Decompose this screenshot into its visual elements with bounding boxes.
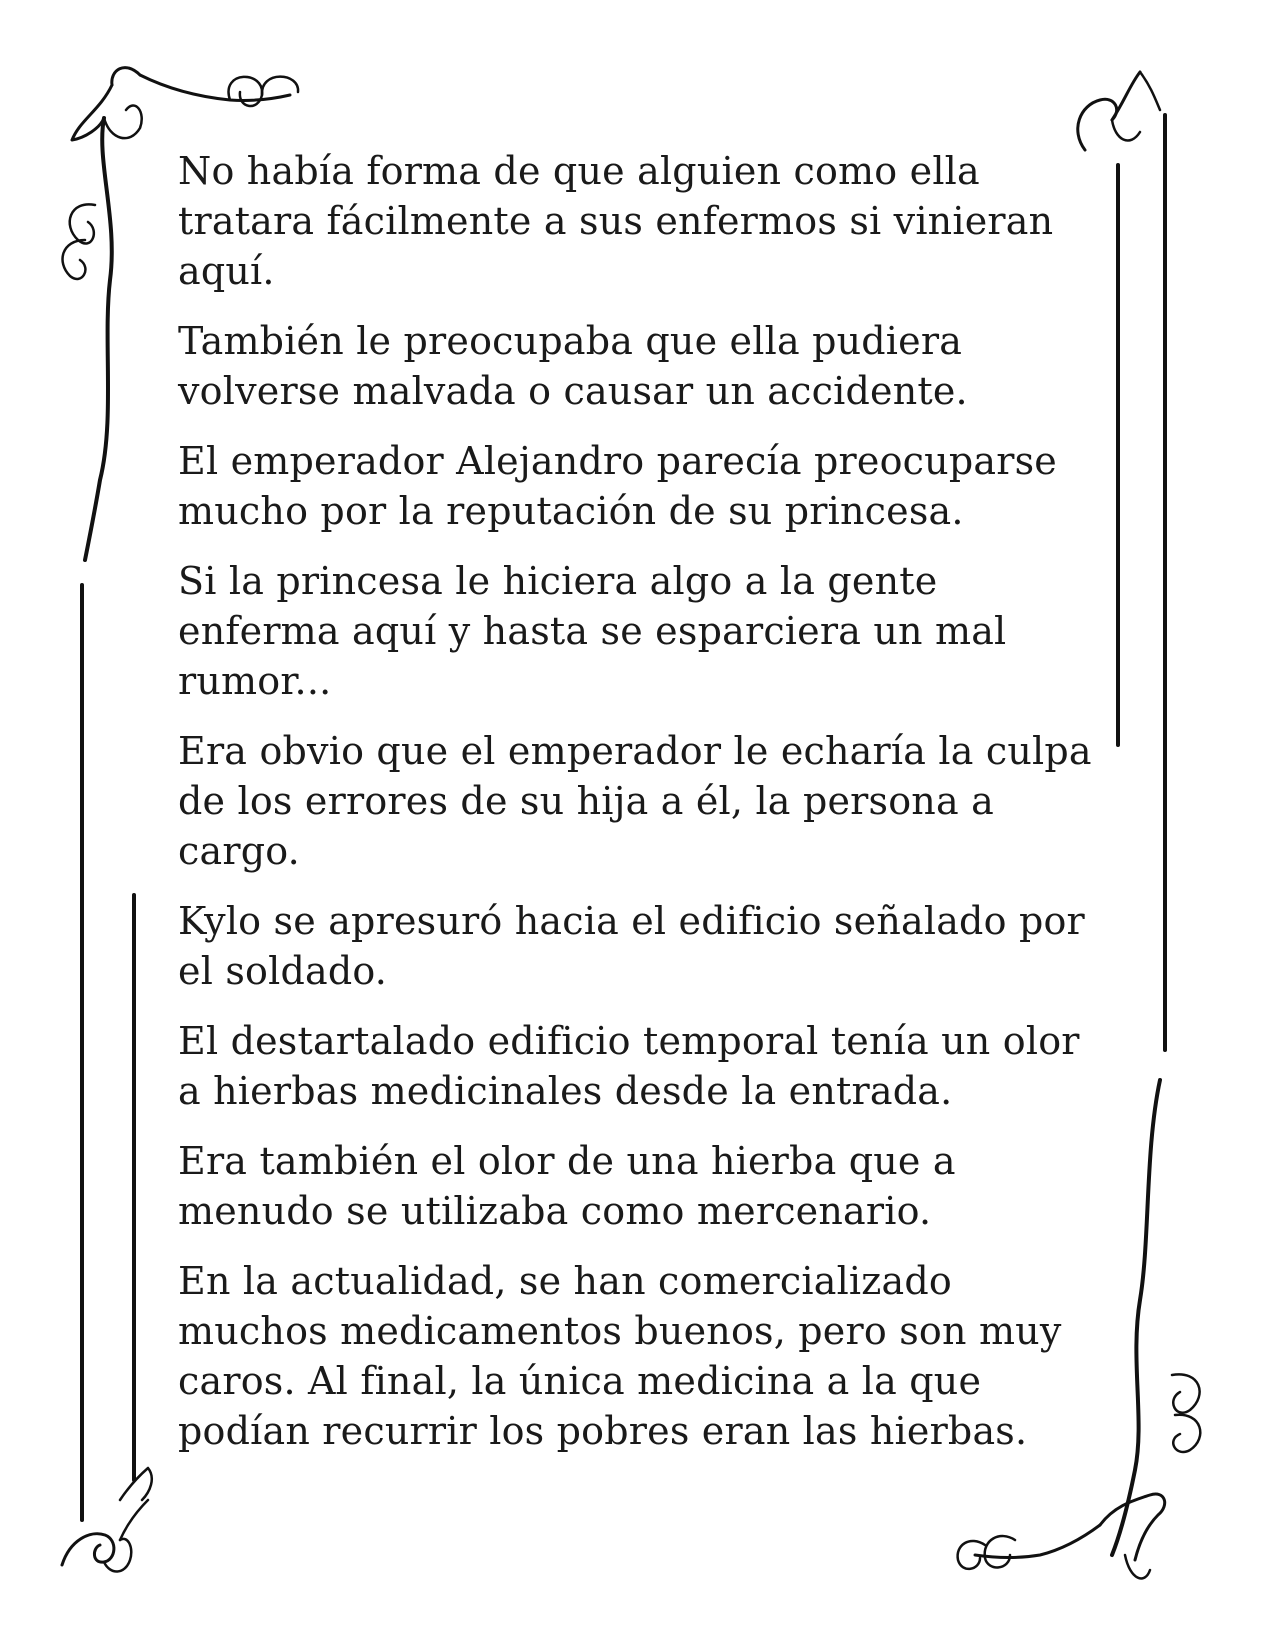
paragraph-8: Era también el olor de una hierba que a menudo se utilizaba como mercenario. (178, 1139, 956, 1233)
text-body (178, 146, 1098, 1476)
paragraph-5: Era obvio que el emperador le echaría la culpa de los errores de su hija a él, la persona a cargo. (178, 729, 1092, 873)
paragraph-3: El emperador Alejandro parecía preocuparse mucho por la reputación de su princesa. (178, 439, 1057, 533)
paragraph-1: No había forma de que alguien como ella tratara fácilmente a sus enfermos si vinieran aquí. (178, 149, 1054, 293)
flourish-bottom-left-icon (62, 1468, 152, 1572)
paragraph-7: El destartalado edificio temporal tenía un olor a hierbas medicinales desde la entrada. (178, 1019, 1080, 1113)
paragraph-4: Si la princesa le hiciera algo a la gente enferma aquí y hasta se esparciera un mal rumor... (178, 559, 1007, 703)
paragraph-9: En la actualidad, se han comercializado muchos medicamentos buenos, pero son muy caros. Al final, la única medicina a la que podían recurrir los pobres eran las hierbas. (178, 1259, 1062, 1453)
paragraph-6: Kylo se apresuró hacia el edificio señalado por el soldado. (178, 899, 1085, 993)
paragraph-2: También le preocupaba que ella pudiera volverse malvada o causar un accidente. (178, 319, 968, 413)
